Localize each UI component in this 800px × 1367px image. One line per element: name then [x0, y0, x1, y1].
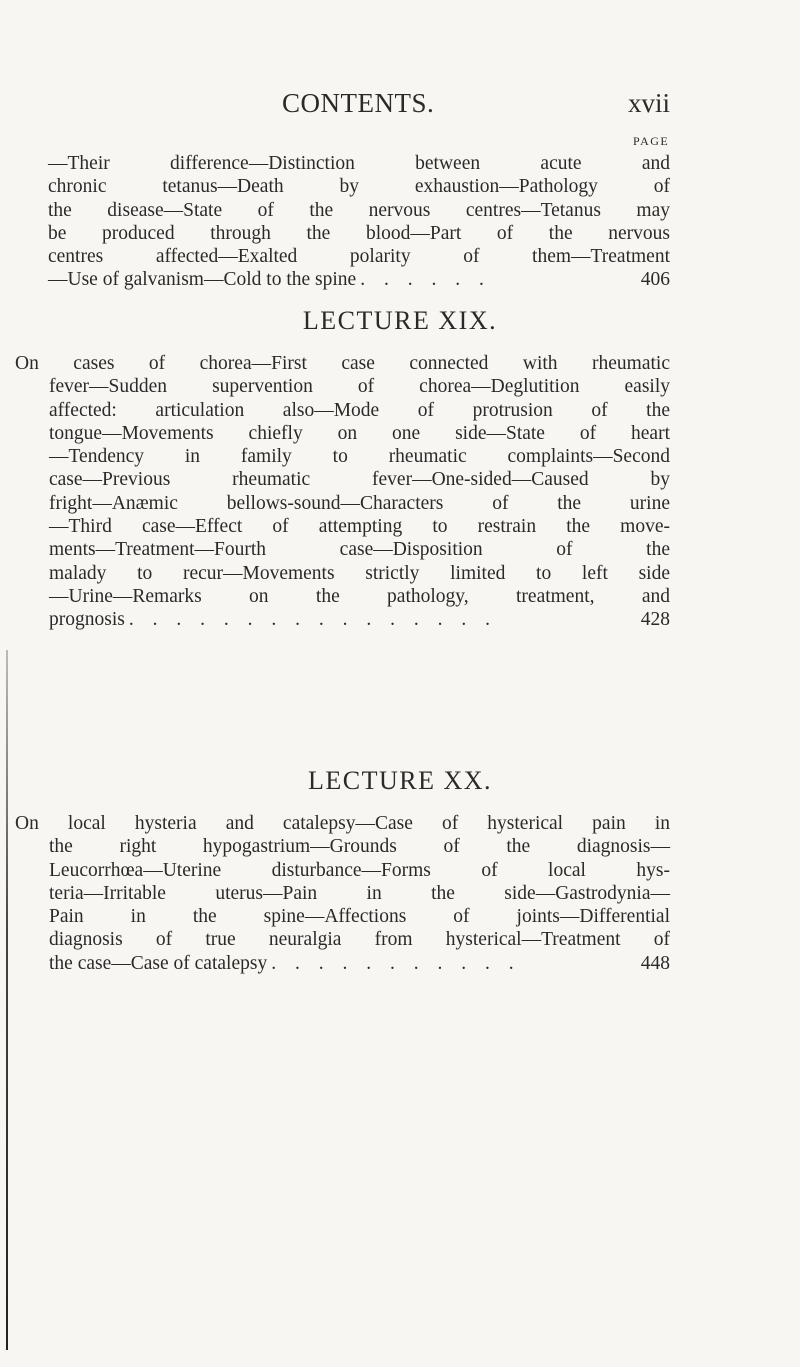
entry-line: prognosis [49, 609, 125, 631]
contents-entry-lecture-xix [15, 352, 670, 632]
page-number: xvii [628, 88, 671, 118]
entry-line: teria—Irritable uterus—Pain in the side—Gastrodynia— [49, 882, 670, 904]
entry-line: the case—Case of catalepsy [49, 952, 268, 974]
page-column-label: PAGE [633, 134, 670, 148]
entry-line: —Urine—Remarks on the pathology, treatment, and [49, 585, 670, 607]
leader-dots: . . . . . . [360, 269, 491, 291]
entry-line: Pain in the spine—Affections of joints—Differential [49, 906, 670, 928]
entry-line: be produced through the blood—Part of the nervous [48, 222, 670, 244]
leader-dots: . . . . . . . . . . . . . . . . [128, 609, 497, 631]
entry-page-number: 406 [640, 269, 670, 291]
entry-line: the right hypogastrium—Grounds of the diagnosis— [49, 836, 670, 858]
contents-entry-lecture-xx [15, 812, 670, 975]
running-head [0, 88, 800, 128]
entry-line: ments—Treatment—Fourth case—Disposition of the [49, 539, 670, 561]
entry-line: Leucorrhœa—Uterine disturbance—Forms of local hys- [49, 859, 670, 881]
entry-line: —Use of galvanism—Cold to the spine [48, 269, 357, 291]
entry-line: centres affected—Exalted polarity of them—Treatment [48, 246, 670, 268]
entry-line: case—Previous rheumatic fever—One-sided—Caused by [49, 469, 670, 491]
entry-line: —Third case—Effect of attempting to restrain the move- [49, 516, 670, 538]
entry-last-line [48, 268, 670, 291]
entry-line: —Their difference—Distinction between acute and [48, 153, 670, 174]
entry-line: —Tendency in family to rheumatic complaints—Second [49, 446, 670, 468]
entry-line: fright—Anæmic bellows-sound—Characters of the urine [49, 492, 670, 514]
entry-first-line: On cases of chorea—First case connected with rheumatic [15, 353, 670, 374]
entry-line: affected: articulation also—Mode of protrusion of the [49, 399, 670, 421]
entry-last-line [15, 608, 670, 631]
entry-line: tongue—Movements chiefly on one side—State of heart [49, 422, 670, 444]
entry-page-number: 428 [640, 609, 670, 631]
entry-last-line [15, 952, 670, 975]
leader-dots: . . . . . . . . . . . [271, 952, 521, 974]
entry-line: fever—Sudden supervention of chorea—Deglutition easily [49, 376, 670, 398]
entry-first-line: On local hysteria and catalepsy—Case of hysterical pain in [15, 813, 670, 834]
contents-entry-continued [48, 152, 670, 292]
lecture-heading: LECTURE XX. [307, 766, 493, 795]
entry-line: chronic tetanus—Death by exhaustion—Pathology of [48, 176, 670, 198]
entry-page-number: 448 [640, 952, 670, 974]
page-edge-shadow [6, 650, 8, 1350]
entry-line: diagnosis of true neuralgia from hysterical—Treatment of [49, 929, 670, 951]
entry-line: the disease—State of the nervous centres—Tetanus may [48, 199, 670, 221]
lecture-heading: LECTURE XIX. [302, 306, 498, 335]
running-head-title: CONTENTS. [282, 88, 435, 118]
entry-line: malady to recur—Movements strictly limited to left side [49, 562, 670, 584]
